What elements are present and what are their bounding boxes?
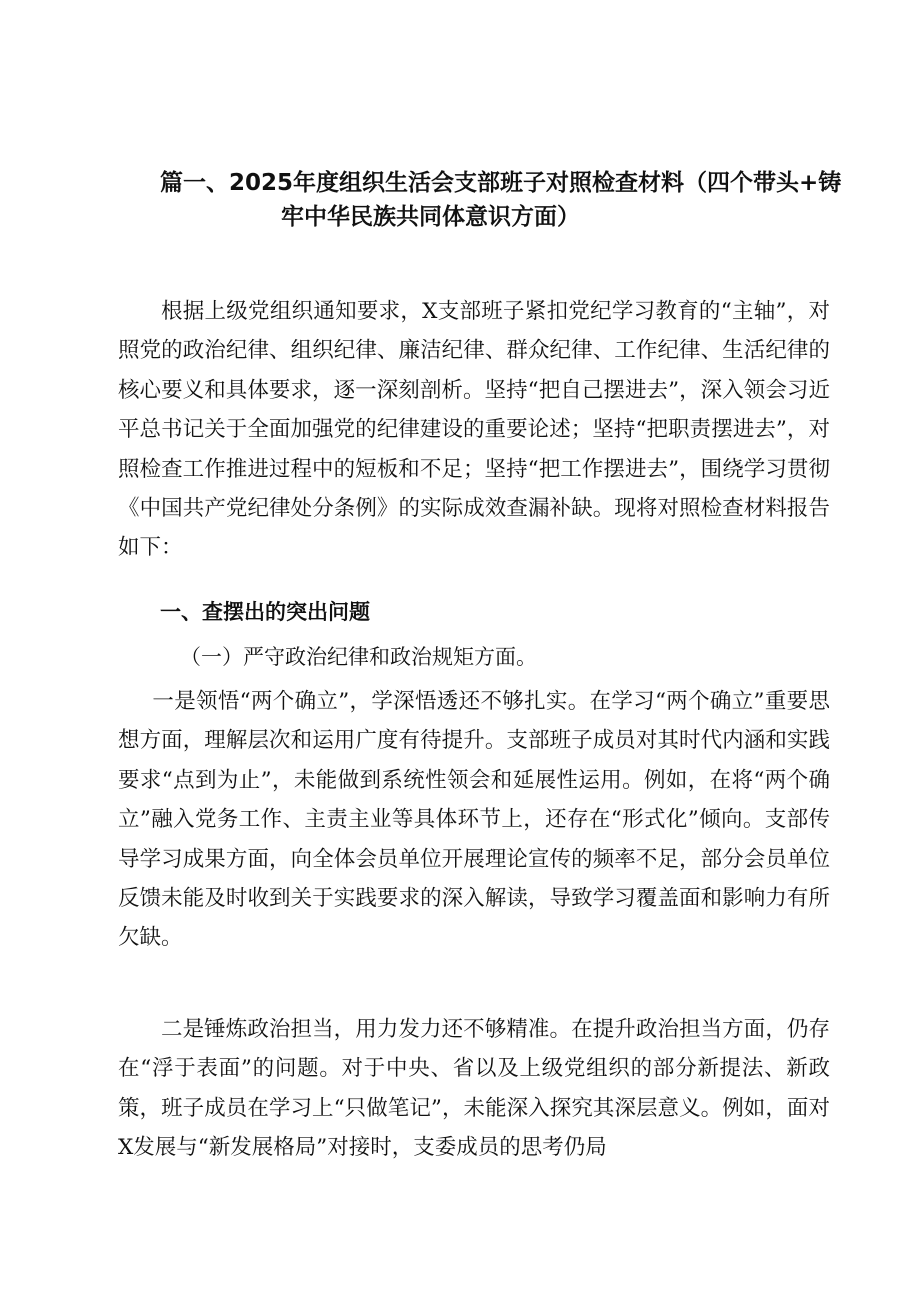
problem-paragraph-1-block xyxy=(118,682,830,958)
subsection-heading-1: （一）严守政治纪律和政治规矩方面。 xyxy=(180,645,537,669)
section-heading-1: 一、查摆出的突出问题 xyxy=(160,600,370,624)
problem-paragraph-2: 二是锤炼政治担当，用力发力还不够精准。在提升政治担当方面，仍存在“浮于表面”的问题。对于中央、省以及上级党组织的部分新提法、新政策，班子成员在学习上“只做笔记”，未能深入探究其深层意义。例如，面对X发展与“新发展格局”对接时，支委成员的思考仍局 xyxy=(118,1017,830,1161)
document-title-line-1: 篇一、2025年度组织生活会支部班子对照检查材料（四个带头+铸 xyxy=(160,170,842,196)
document-title-line-2: 牢中华民族共同体意识方面） xyxy=(281,204,580,230)
intro-block xyxy=(118,292,830,568)
problem-paragraph-2-block xyxy=(118,1010,830,1168)
intro-paragraph: 根据上级党组织通知要求，X支部班子紧扣党纪学习教育的“主轴”，对照党的政治纪律、组织纪律、廉洁纪律、群众纪律、工作纪律、生活纪律的核心要义和具体要求，逐一深刻剖析。坚持“把自己摆进去”，深入领会习近平总书记关于全面加强党的纪律建设的重要论述；坚持“把职责摆进去”，对照检查工作推进过程中的短板和不足；坚持“把工作摆进去”，围绕学习贯彻《中国共产党纪律处分条例》的实际成效查漏补缺。现将对照检查材料报告如下： xyxy=(118,299,830,561)
problem-paragraph-1: 一是领悟“两个确立”，学深悟透还不够扎实。在学习“两个确立”重要思想方面，理解层次和运用广度有待提升。支部班子成员对其时代内涵和实践要求“点到为止”，未能做到系统性领会和延展性运用。例如，在将“两个确立”融入党务工作、主责主业等具体环节上，还存在“形式化”倾向。支部传导学习成果方面，向全体会员单位开展理论宣传的频率不足，部分会员单位反馈未能及时收到关于实践要求的深入解读，导致学习覆盖面和影响力有所欠缺。 xyxy=(118,689,830,951)
